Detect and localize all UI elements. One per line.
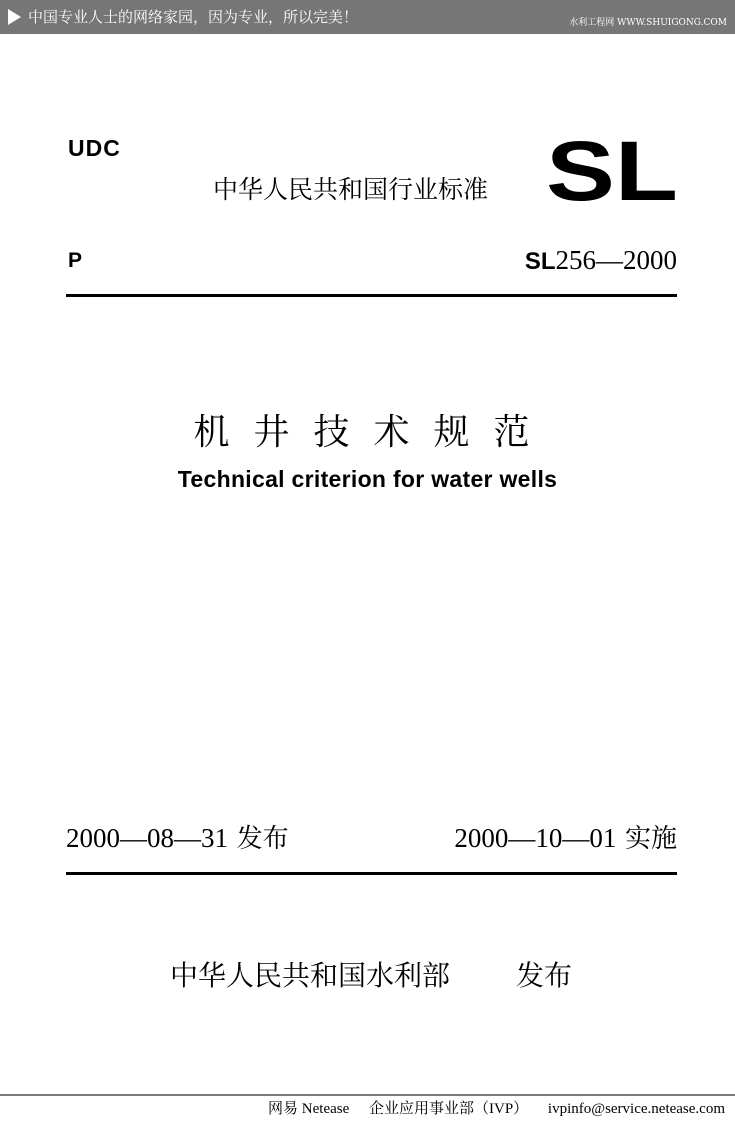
footer-email-link[interactable]: ivpinfo@service.netease.com <box>547 1101 725 1117</box>
banner-slogan: 中国专业人士的网络家园，因为专业，所以完美！ <box>28 8 359 26</box>
standard-prefix: SL <box>524 248 556 275</box>
banner-site-link[interactable]: 水利工程网 WWW.SHUIGONG.COM <box>569 18 727 28</box>
standard-type: 中华人民共和国行业标准 <box>213 175 489 204</box>
standard-number <box>525 244 677 278</box>
top-banner <box>0 0 735 34</box>
issue-date-line <box>66 820 289 857</box>
footer-divider <box>0 1094 735 1096</box>
implement-date: 2000—10—01 <box>454 823 617 853</box>
issue-label: 发布 <box>236 824 289 854</box>
issue-date: 2000—08—31 <box>66 823 228 853</box>
sl-logo <box>546 137 678 203</box>
sl-logo-text: SL <box>546 137 678 203</box>
publisher: 中华人民共和国水利部 <box>170 959 451 992</box>
udc-label: UDC <box>68 135 121 161</box>
publisher-action: 发布 <box>516 959 573 992</box>
implement-date-line <box>454 820 677 857</box>
implement-label: 实施 <box>624 824 677 854</box>
footer <box>268 1100 725 1118</box>
footer-department: 企业应用事业部（IVP） <box>369 1101 529 1117</box>
footer-company: 网易 Netease <box>268 1101 350 1117</box>
title-english: Technical criterion for water wells <box>177 466 558 492</box>
category-code: P <box>68 249 83 272</box>
bottom-divider <box>66 872 677 875</box>
title-chinese: 机井技术规范 <box>193 412 554 453</box>
top-divider <box>66 294 677 297</box>
play-arrow-icon <box>8 9 21 25</box>
standard-number-value: 256—2000 <box>555 245 677 275</box>
